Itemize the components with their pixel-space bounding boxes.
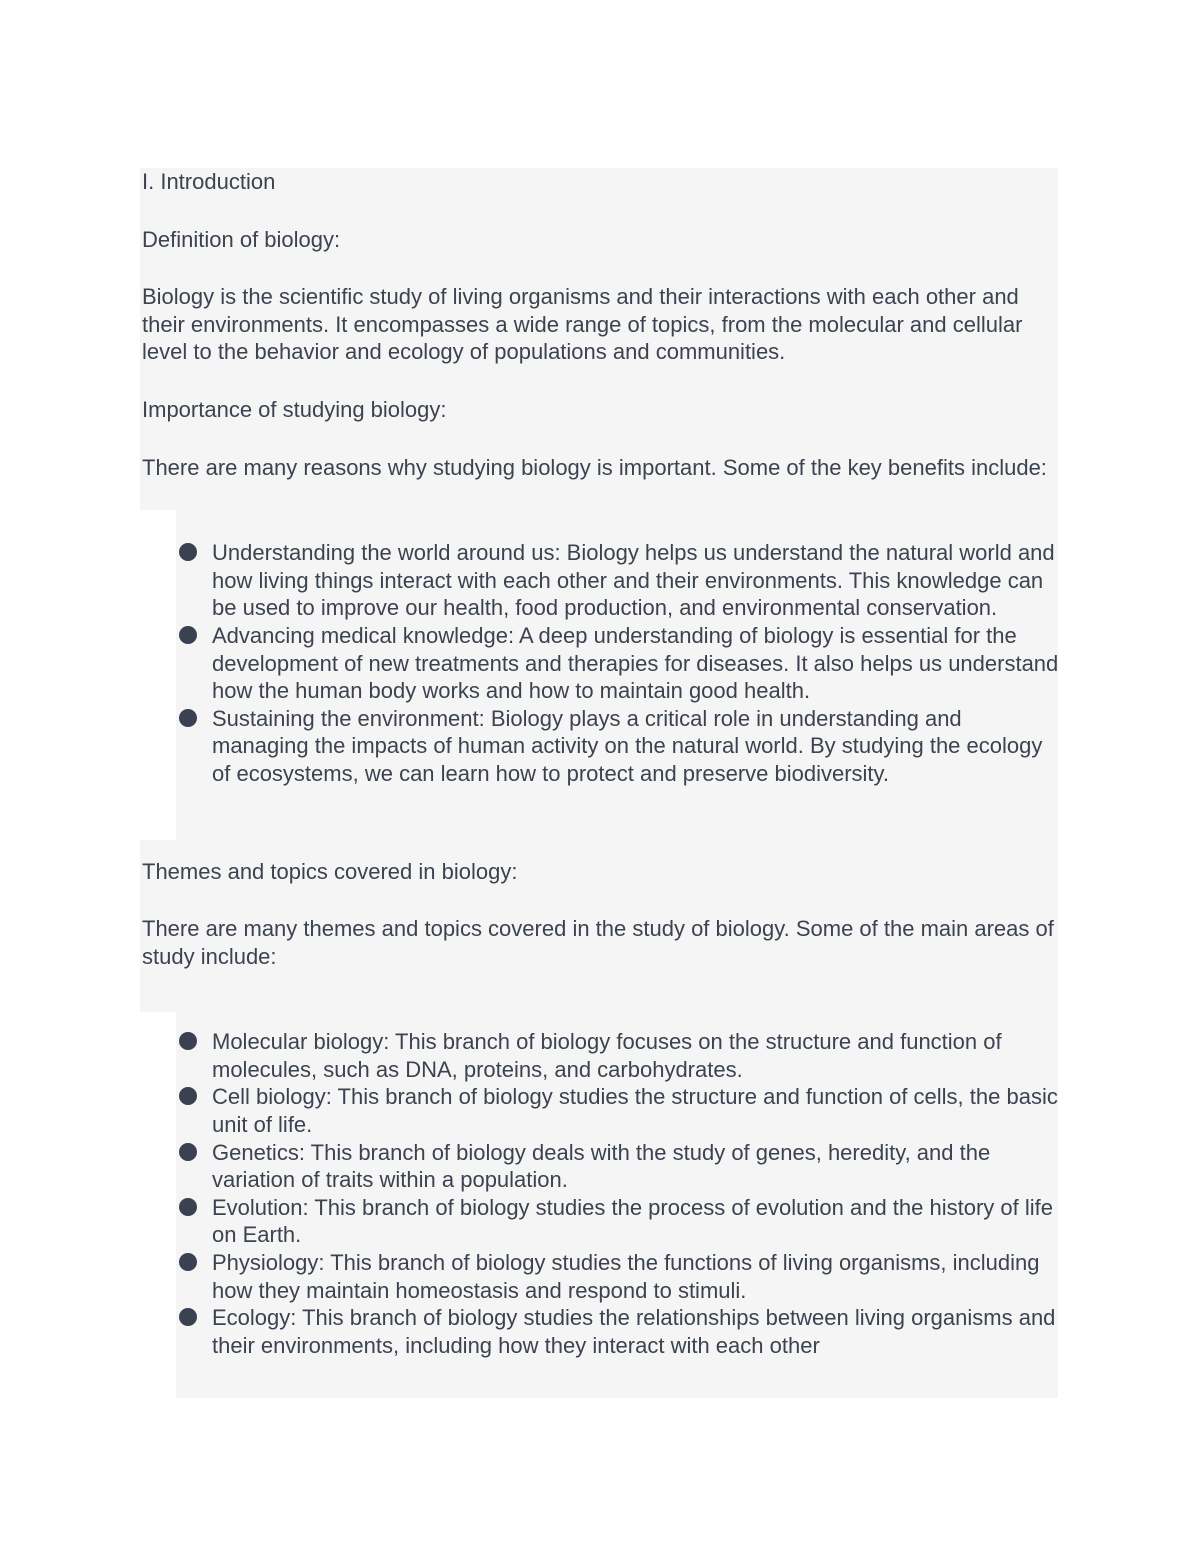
themes-intro: There are many themes and topics covered in the study of biology. Some of the main areas of study include: xyxy=(142,916,1054,969)
bullet-dot-icon xyxy=(179,709,197,727)
list-item-text: Cell biology: This branch of biology studies the structure and function of cells, the basic unit of life. xyxy=(212,1084,1058,1138)
importance-intro: There are many reasons why studying biology is important. Some of the key benefits include: xyxy=(142,454,1047,480)
list-item-text: Ecology: This branch of biology studies the relationships between living organisms and their environments, including how they interact with each other xyxy=(212,1305,1056,1358)
list-item-text: Physiology: This branch of biology studies the functions of living organisms, including how they maintain homeostasis and respond to stimuli. xyxy=(212,1250,1040,1303)
themes-list xyxy=(142,1028,1062,1359)
definition-heading: Definition of biology: xyxy=(142,226,341,252)
spacer xyxy=(142,253,1062,283)
list-item xyxy=(212,539,1062,622)
list-item xyxy=(212,1139,1062,1194)
bullet-dot-icon xyxy=(179,1032,197,1050)
spacer xyxy=(142,885,1062,915)
list-item xyxy=(212,622,1062,705)
bullet-dot-icon xyxy=(179,626,197,644)
list-item-text: Advancing medical knowledge: A deep understanding of biology is essential for the development of new treatments and therapies for diseases. It also helps us understand how the human body works and how to maintain good health. xyxy=(212,622,1059,704)
list-item xyxy=(212,1028,1062,1083)
list-item xyxy=(212,1304,1062,1359)
bullet-dot-icon xyxy=(179,543,197,561)
list-item xyxy=(212,1083,1062,1138)
list-item-text: Understanding the world around us: Biology helps us understand the natural world and how living things interact with each other and their environments. This knowledge can be used to improve our health, food production, and environmental conservation. xyxy=(212,540,1055,621)
bullet-dot-icon xyxy=(179,1087,197,1105)
spacer xyxy=(142,481,1062,539)
spacer xyxy=(142,366,1062,396)
list-item xyxy=(212,1249,1062,1304)
themes-heading: Themes and topics covered in biology: xyxy=(142,858,518,884)
list-item xyxy=(212,705,1062,788)
list-item-text: Evolution: This branch of biology studies the process of evolution and the history of life on Earth. xyxy=(212,1194,1053,1248)
spacer xyxy=(142,788,1062,858)
list-item-text: Genetics: This branch of biology deals with the study of genes, heredity, and the variation of traits within a population. xyxy=(212,1139,991,1193)
list-item xyxy=(212,1194,1062,1249)
bullet-dot-icon xyxy=(179,1253,197,1271)
definition-paragraph: Biology is the scientific study of living organisms and their interactions with each other and their environments. It encompasses a wide range of topics, from the molecular and cellular level to the behavior and ecology of populations and communities. xyxy=(142,284,1023,365)
list-item-text: Molecular biology: This branch of biology focuses on the structure and function of molecules, such as DNA, proteins, and carbohydrates. xyxy=(212,1029,1002,1082)
bullet-dot-icon xyxy=(179,1198,197,1216)
bullet-dot-icon xyxy=(179,1308,197,1326)
importance-list xyxy=(142,539,1062,787)
spacer xyxy=(142,424,1062,454)
spacer xyxy=(142,196,1062,226)
document-content xyxy=(142,168,1062,1359)
importance-heading: Importance of studying biology: xyxy=(142,396,447,422)
bullet-dot-icon xyxy=(179,1143,197,1161)
section-heading: I. Introduction xyxy=(142,169,276,194)
list-item-text: Sustaining the environment: Biology plays a critical role in understanding and managing the impacts of human activity on the natural world. By studying the ecology of ecosystems, we can learn how to protect and preserve biodiversity. xyxy=(212,705,1043,786)
spacer xyxy=(142,970,1062,1028)
